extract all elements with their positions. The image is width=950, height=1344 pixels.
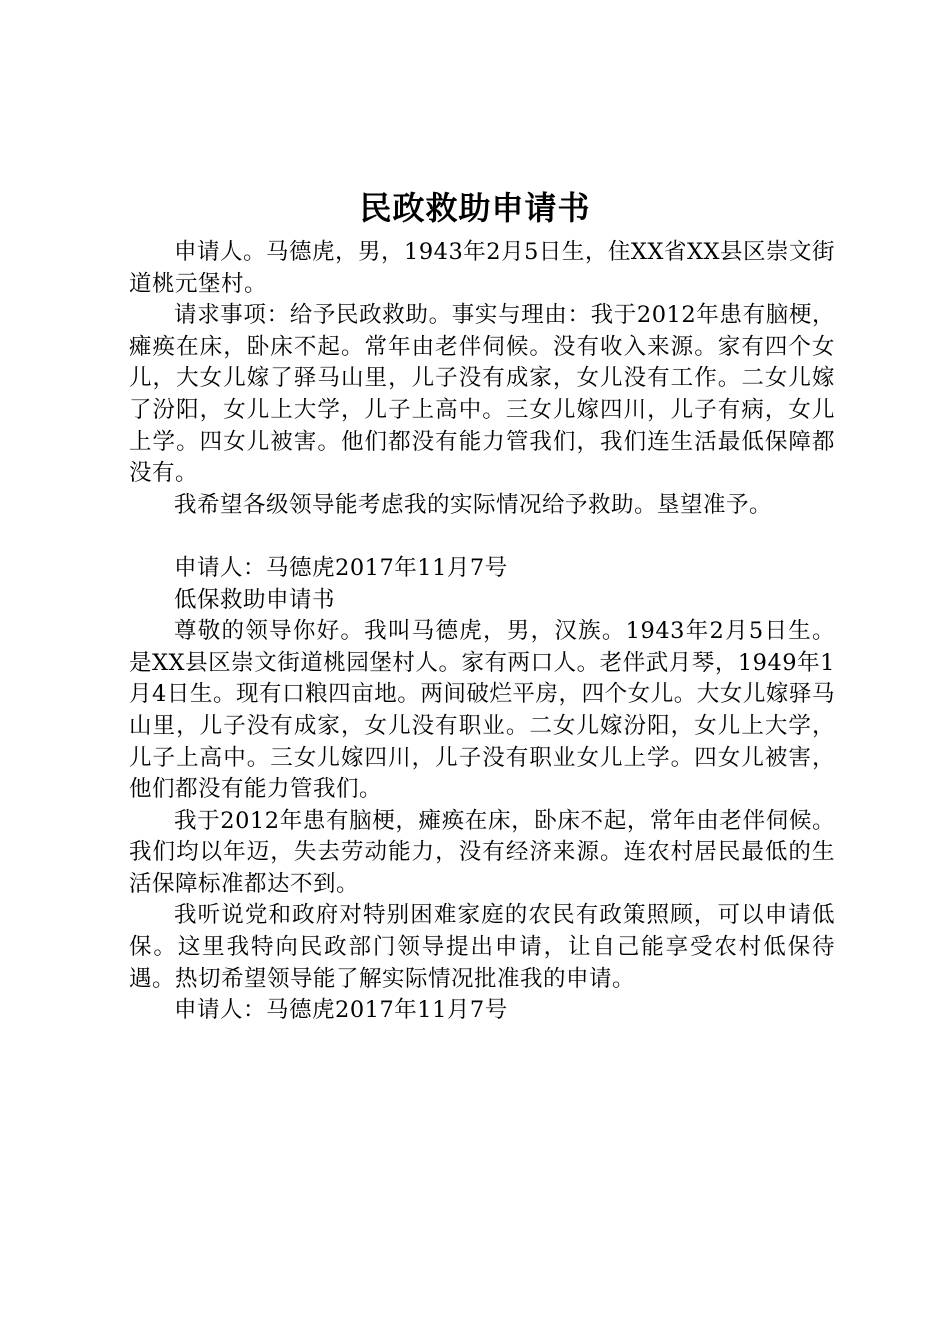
request-facts-paragraph: 请求事项：给予民政救助。事实与理由：我于2012年患有脑梗，瘫痪在床，卧床不起。常年由老伴伺候。没有收入来源。家有四个女儿，大女儿嫁了驿马山里，儿子没有成家，女儿没有工作。二女儿嫁了汾阳，女儿上大学，儿子上高中。三女儿嫁四川，儿子有病，女儿上学。四女儿被害。他们都没有能力管我们，我们连生活最低保障都没有。 <box>129 302 835 487</box>
greeting-paragraph: 尊敬的领导你好。我叫马德虎，男，汉族。1943年2月5日生。是XX县区崇文街道桃园堡村人。家有两口人。老伴武月琴，1949年1月4日生。现有口粮四亩地。两间破烂平房，四个女儿。大女儿嫁驿马山里，儿子没有成家，女儿没有职业。二女儿嫁汾阳，女儿上大学，儿子上高中。三女儿嫁四川，儿子没有职业女儿上学。四女儿被害，他们都没有能力管我们。 <box>129 618 835 803</box>
hope-paragraph: 我希望各级领导能考虑我的实际情况给予救助。垦望准予。 <box>174 491 773 518</box>
blank-line <box>129 521 835 553</box>
applicant-info-paragraph: 申请人。马德虎，男，1943年2月5日生，住XX省XX县区崇文街道桃元堡村。 <box>129 239 835 297</box>
illness-paragraph: 我于2012年患有脑梗，瘫痪在床，卧床不起，常年由老伴伺候。我们均以年迈，失去劳动能力，没有经济来源。连农村居民最低的生活保障标准都达不到。 <box>129 807 835 897</box>
signature-line: 申请人：马德虎2017年11月7号 <box>174 554 508 581</box>
document-title: 民政救助申请书 <box>359 189 591 227</box>
closing-signature-line: 申请人：马德虎2017年11月7号 <box>174 997 508 1024</box>
application-paragraph: 我听说党和政府对特别困难家庭的农民有政策照顾，可以申请低保。这里我特向民政部门领导提出申请，让自己能享受农村低保待遇。热切希望领导能了解实际情况批准我的申请。 <box>129 902 835 992</box>
document-body <box>129 237 835 1027</box>
subtitle-line: 低保救助申请书 <box>174 586 336 613</box>
